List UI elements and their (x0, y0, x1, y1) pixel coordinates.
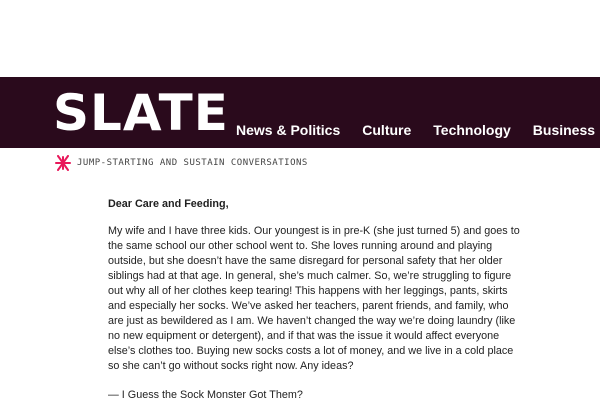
top-whitespace (0, 0, 600, 77)
nav-item-business[interactable]: Business (532, 122, 596, 138)
main-nav (236, 122, 600, 138)
nav-item-culture[interactable]: Culture (362, 122, 412, 138)
nav-item-technology[interactable]: Technology (433, 122, 511, 138)
slate-logo[interactable]: SLATE (53, 84, 229, 142)
article-body (108, 197, 520, 403)
site-header (0, 77, 600, 148)
letter-paragraph: My wife and I have three kids. Our youngest is in pre-K (she just turned 5) and goes to the same school our other school went to. She loves running around and playing outside, but she doesn’t have the same disregard for personal safety that her older siblings had at that age. In general, she’s much calmer. So, we’re struggling to figure out why all of her clothes keep tearing! This happens with her leggings, pants, skirts and especially her socks. We’ve asked her teachers, parent friends, and family, who are just as bewildered as I am. We haven’t changed the way we’re doing laundry (like no new equipment or detergent), and if that was the issue it would affect everyone else’s clothes too. Buying new socks costs a lot of money, and we live in a cold place so she can’t go without socks right now. Any ideas? (108, 225, 520, 372)
site-tagline: JUMP-STARTING AND SUSTAIN CONVERSATIONS (77, 158, 308, 168)
spark-icon (55, 155, 71, 171)
tagline-row (55, 155, 308, 171)
letter-salutation: Dear Care and Feeding, (108, 198, 229, 210)
letter-signoff: — I Guess the Sock Monster Got Them? (108, 389, 303, 401)
nav-item-news-politics[interactable]: News & Politics (236, 122, 341, 138)
